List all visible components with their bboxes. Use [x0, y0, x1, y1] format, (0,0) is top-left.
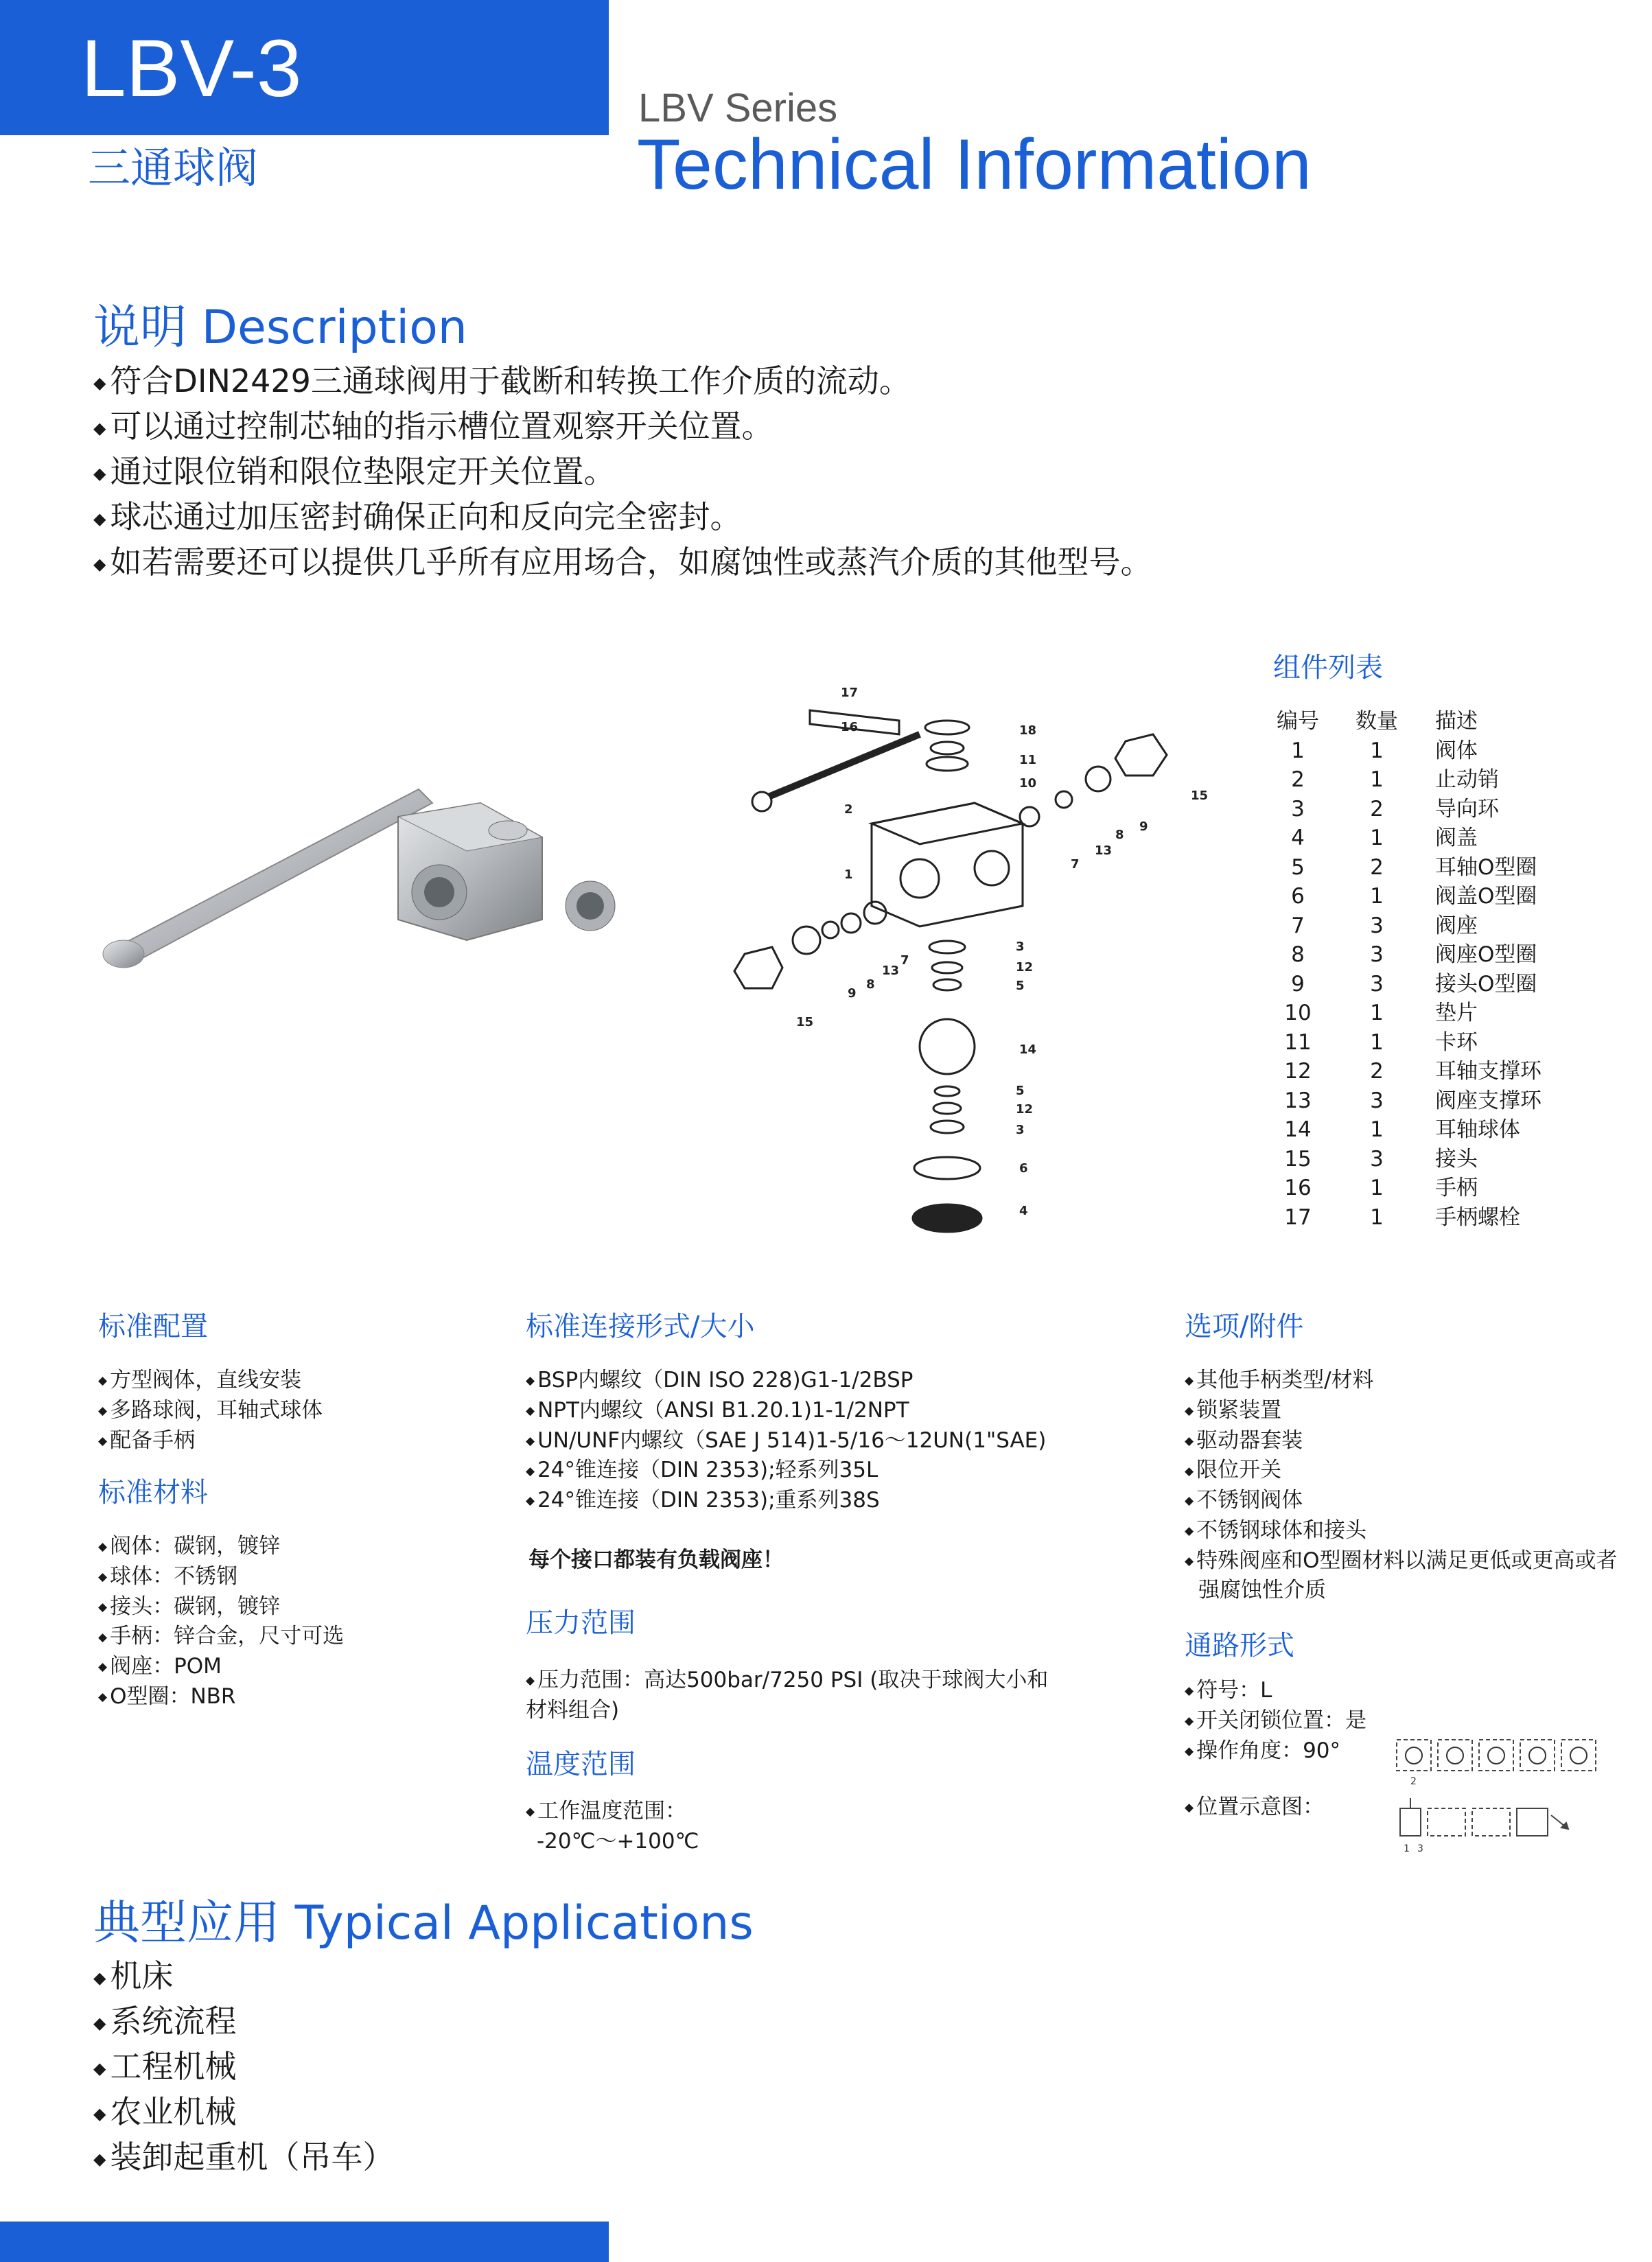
- diagram-label: 6: [1019, 1161, 1028, 1176]
- std-material-list: [98, 1532, 344, 1712]
- cell: 耳轴球体: [1435, 1117, 1520, 1142]
- cell: 3: [1370, 913, 1384, 938]
- footer-bar: [0, 2222, 609, 2262]
- table-row: [1270, 911, 1586, 941]
- cell: 12: [1284, 1059, 1312, 1084]
- cell: 手柄螺栓: [1435, 1204, 1520, 1230]
- temperature-heading: 温度范围: [526, 1749, 636, 1780]
- list-item: ◆ 不锈钢球体和接头: [1185, 1516, 1617, 1546]
- cell: 2: [1370, 854, 1384, 880]
- flow-schematic: [1393, 1798, 1606, 1853]
- list-item: ◆ 不锈钢阀体: [1185, 1486, 1617, 1516]
- table-row: [1270, 1057, 1586, 1086]
- description-heading: 说明 Description: [93, 301, 467, 355]
- diagram-label: 15: [796, 1015, 814, 1029]
- diagram-label: 7: [1071, 857, 1080, 872]
- std-config-list: [98, 1366, 323, 1456]
- table-row: [1270, 1203, 1586, 1233]
- table-row: [1270, 1115, 1586, 1145]
- list-item: ◆ 阀座：POM: [98, 1652, 344, 1682]
- cell: 导向环: [1435, 796, 1499, 821]
- list-item: ◆ 驱动器套装: [1185, 1426, 1617, 1456]
- cell: 1: [1370, 1029, 1384, 1055]
- schematic-label: ◆ 位置示意图：: [1185, 1793, 1324, 1823]
- cell: 阀盖O型圈: [1435, 884, 1537, 909]
- pressure-list: [526, 1666, 1048, 1726]
- diagram-label: 9: [848, 986, 857, 1001]
- table-row: [1270, 1174, 1586, 1203]
- flow-heading: 通路形式: [1185, 1630, 1294, 1661]
- cell: 14: [1284, 1117, 1312, 1142]
- model-subtitle: 三通球阀: [88, 143, 259, 193]
- diagram-label: 7: [900, 953, 909, 968]
- cell: 接头: [1435, 1146, 1478, 1171]
- list-item: ◆ O型圈：NBR: [98, 1682, 344, 1712]
- cell: 1: [1291, 738, 1305, 763]
- column-header: 编号: [1277, 709, 1319, 734]
- cell: 11: [1284, 1029, 1312, 1055]
- list-item: ◆ 24°锥连接（DIN 2353);重系列38S: [526, 1486, 1046, 1516]
- list-item: ◆ 操作角度：90°: [1185, 1736, 1366, 1767]
- list-item: ◆ 符合DIN2429三通球阀用于截断和转换工作介质的流动。: [93, 360, 1152, 405]
- cell: 1: [1370, 767, 1384, 792]
- list-item: ◆ NPT内螺纹（ANSI B1.20.1)1-1/2NPT: [526, 1396, 1046, 1426]
- port-label: 2: [1410, 1776, 1417, 1787]
- cell: 13: [1284, 1088, 1312, 1113]
- cell: 阀盖: [1435, 826, 1478, 850]
- list-item: ◆ 压力范围：高达500bar/7250 PSI (取决于球阀大小和: [526, 1666, 1048, 1696]
- cell: 3: [1370, 942, 1384, 967]
- cell: 4: [1291, 826, 1305, 850]
- diagram-label: 2: [844, 802, 853, 817]
- diagram-label: 5: [1016, 1084, 1025, 1098]
- std-config-heading: 标准配置: [98, 1311, 208, 1342]
- table-row: [1270, 765, 1586, 795]
- valve-photo: [96, 762, 638, 988]
- std-material-heading: 标准材料: [98, 1477, 208, 1508]
- cell: 2: [1291, 767, 1305, 792]
- list-item: ◆ 手柄：锌合金，尺寸可选: [98, 1622, 344, 1652]
- column-header: 数量: [1356, 709, 1398, 734]
- exploded-diagram: [714, 679, 1208, 1242]
- diagram-label: 4: [1019, 1204, 1028, 1218]
- list-item: ◆ 阀体：碳钢，镀锌: [98, 1532, 344, 1562]
- applications-heading: 典型应用 Typical Applications: [93, 1896, 754, 1950]
- cell: 耳轴O型圈: [1435, 854, 1537, 880]
- list-item: ◆ 机床: [93, 1955, 394, 2000]
- table-header: [1270, 707, 1586, 736]
- table-row: [1270, 853, 1586, 883]
- diagram-label: 3: [1016, 940, 1025, 954]
- cell: 接头O型圈: [1435, 971, 1537, 996]
- list-item: ◆ 通过限位销和限位垫限定开关位置。: [93, 450, 1152, 495]
- list-item-cont: 材料组合): [526, 1697, 620, 1723]
- list-item: ◆ BSP内螺纹（DIN ISO 228)G1-1/2BSP: [526, 1366, 1046, 1396]
- list-item: ◆ 如若需要还可以提供几乎所有应用场合，如腐蚀性或蒸汽介质的其他型号。: [93, 541, 1152, 586]
- diagram-label: 10: [1019, 776, 1037, 791]
- page-title: Technical Information: [637, 125, 1312, 205]
- cell: 垫片: [1435, 1001, 1478, 1025]
- diagram-label: 16: [841, 720, 859, 734]
- table-row: [1270, 940, 1586, 970]
- list-item: ◆ 球体：不锈钢: [98, 1562, 344, 1592]
- list-item: ◆ 接头：碳钢，镀锌: [98, 1592, 344, 1622]
- schematic-label-wrap: [1185, 1793, 1324, 1823]
- cell: 止动销: [1435, 767, 1499, 792]
- cell: 阀座: [1435, 913, 1478, 938]
- list-item: ◆ UN/UNF内螺纹（SAE J 514)1-5/16～12UN(1"SAE): [526, 1426, 1046, 1456]
- list-item: ◆ 配备手柄: [98, 1426, 323, 1456]
- cell: 10: [1284, 1001, 1312, 1025]
- cell: 3: [1291, 796, 1305, 821]
- cell: 阀体: [1435, 738, 1478, 763]
- cell: 17: [1284, 1204, 1312, 1230]
- diagram-label: 12: [1016, 960, 1034, 975]
- diagram-label: 15: [1191, 789, 1208, 803]
- diagram-label: 8: [866, 977, 875, 992]
- cell: 1: [1370, 826, 1384, 850]
- diagram-label: 18: [1019, 723, 1037, 738]
- table-row: [1270, 1086, 1586, 1116]
- description-list: [93, 360, 1152, 586]
- list-item: ◆ 可以通过控制芯轴的指示槽位置观察开关位置。: [93, 405, 1152, 450]
- diagram-label: 11: [1019, 753, 1037, 767]
- model-title: LBV-3: [81, 23, 302, 114]
- cell: 9: [1291, 971, 1305, 996]
- list-item: ◆ 24°锥连接（DIN 2353);轻系列35L: [526, 1456, 1046, 1486]
- diagram-label: 3: [1016, 1123, 1025, 1137]
- cell: 5: [1291, 854, 1305, 880]
- temperature-list: [526, 1797, 699, 1857]
- table-row: [1270, 795, 1586, 824]
- list-item: ◆ 特殊阀座和O型圈材料以满足更低或更高或者: [1185, 1546, 1617, 1576]
- cell: 手柄: [1435, 1176, 1478, 1200]
- diagram-label: 17: [841, 686, 859, 700]
- list-item: ◆ 农业机械: [93, 2090, 394, 2136]
- options-list: [1185, 1366, 1617, 1606]
- cell: 6: [1291, 884, 1305, 909]
- list-item: ◆ 工作温度范围：: [526, 1797, 699, 1827]
- cell: 阀座支撑环: [1435, 1088, 1542, 1113]
- cell: 15: [1284, 1146, 1312, 1171]
- cell: 1: [1370, 1117, 1384, 1142]
- diagram-label: 13: [882, 964, 900, 978]
- cell: 1: [1370, 1001, 1384, 1025]
- connection-heading: 标准连接形式/大小: [526, 1311, 755, 1342]
- list-item: ◆ 球芯通过加压密封确保正向和反向完全密封。: [93, 495, 1152, 541]
- connection-list: [526, 1366, 1046, 1516]
- list-item-cont: 强腐蚀性介质: [1198, 1578, 1326, 1603]
- connection-note: 每个接口都装有负载阀座！: [528, 1548, 784, 1572]
- cell: 1: [1370, 884, 1384, 909]
- list-item: ◆ 系统流程: [93, 2000, 394, 2045]
- list-item: ◆ 锁紧装置: [1185, 1396, 1617, 1426]
- diagram-label: 13: [1095, 843, 1113, 858]
- flow-position-icons: [1393, 1736, 1606, 1791]
- flow-list: [1185, 1676, 1366, 1766]
- column-header: 描述: [1435, 709, 1478, 734]
- cell: 卡环: [1435, 1029, 1478, 1055]
- list-item: ◆ 其他手柄类型/材料: [1185, 1366, 1617, 1396]
- table-row: [1270, 1028, 1586, 1058]
- applications-list: [93, 1955, 394, 2181]
- diagram-label: 8: [1115, 828, 1124, 842]
- pressure-heading: 压力范围: [526, 1607, 636, 1639]
- table-row: [1270, 999, 1586, 1028]
- table-row: [1270, 824, 1586, 853]
- cell: 阀座O型圈: [1435, 942, 1537, 967]
- cell: 16: [1284, 1176, 1312, 1200]
- list-item: ◆ 限位开关: [1185, 1456, 1617, 1486]
- port-label: 3: [1417, 1843, 1423, 1853]
- diagram-label: 5: [1016, 979, 1025, 993]
- cell: 2: [1370, 1059, 1384, 1084]
- list-item: ◆ 装卸起重机（吊车）: [93, 2136, 394, 2181]
- parts-table: [1270, 707, 1586, 1232]
- cell: 3: [1370, 1146, 1384, 1171]
- cell: 8: [1291, 942, 1305, 967]
- list-item-cont: -20℃～+100℃: [537, 1828, 699, 1854]
- cell: 3: [1370, 1088, 1384, 1113]
- table-row: [1270, 970, 1586, 999]
- parts-heading: 组件列表: [1273, 652, 1383, 684]
- diagram-label: 9: [1139, 819, 1148, 834]
- cell: 1: [1370, 1204, 1384, 1230]
- diagram-label: 1: [844, 867, 853, 882]
- list-item: ◆ 符号：L: [1185, 1676, 1366, 1706]
- cell: 3: [1370, 971, 1384, 996]
- options-heading: 选项/附件: [1185, 1311, 1304, 1342]
- list-item: ◆ 工程机械: [93, 2045, 394, 2090]
- diagram-label: 12: [1016, 1102, 1034, 1117]
- list-item: ◆ 开关闭锁位置：是: [1185, 1706, 1366, 1736]
- diagram-label: 14: [1019, 1042, 1037, 1057]
- port-label: 1: [1404, 1843, 1410, 1853]
- table-row: [1270, 736, 1586, 766]
- table-row: [1270, 1145, 1586, 1174]
- cell: 1: [1370, 1176, 1384, 1200]
- cell: 1: [1370, 738, 1384, 763]
- list-item: ◆ 方型阀体，直线安装: [98, 1366, 323, 1396]
- cell: 2: [1370, 796, 1384, 821]
- cell: 耳轴支撑环: [1435, 1059, 1542, 1084]
- list-item: ◆ 多路球阀，耳轴式球体: [98, 1396, 323, 1426]
- series-label: LBV Series: [638, 86, 838, 130]
- table-row: [1270, 882, 1586, 911]
- cell: 7: [1291, 913, 1305, 938]
